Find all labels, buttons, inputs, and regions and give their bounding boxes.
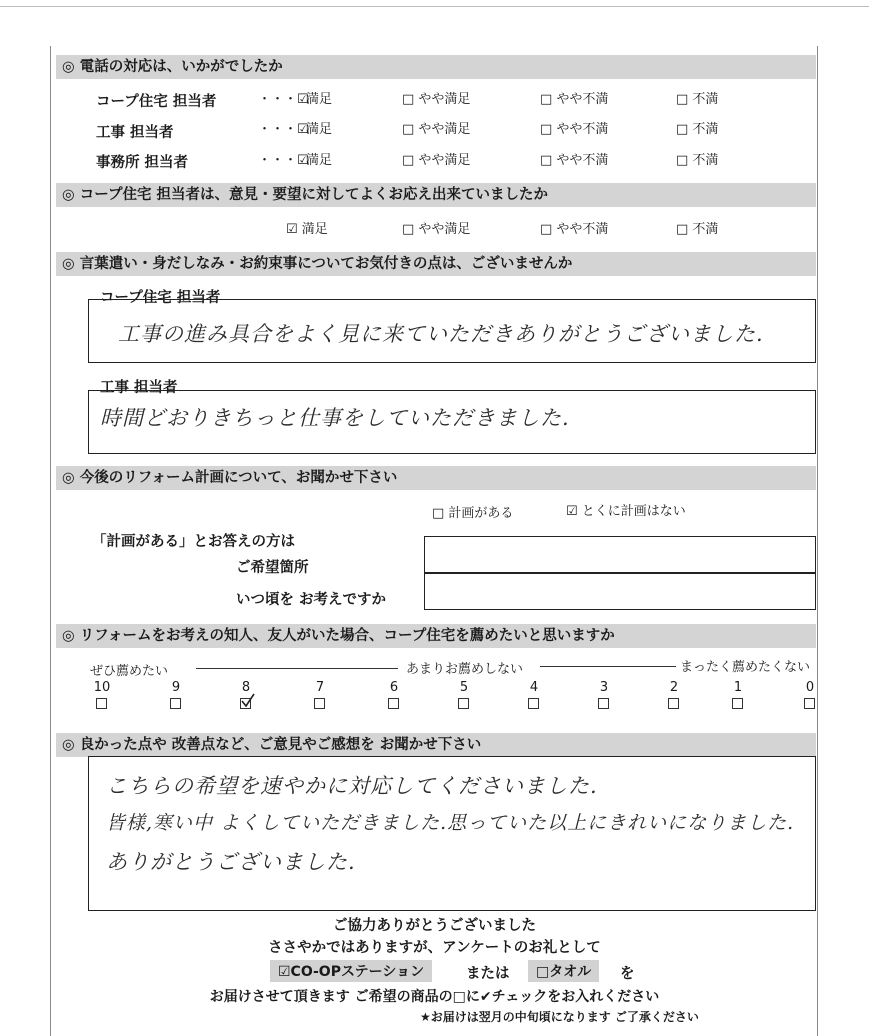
scale-left-label: ぜひ薦めたい: [90, 664, 169, 679]
scale-number: 1: [733, 680, 743, 695]
scale-number: 2: [669, 680, 679, 695]
feedback-line-3: ありがとうございました.: [106, 850, 356, 874]
section-response-header: ◎ コープ住宅 担当者は、意見・要望に対してよくお応え出来ていましたか: [56, 183, 816, 207]
phone-option-dissatisfied[interactable]: □ 不満: [676, 92, 719, 107]
gift-option-towel[interactable]: □タオル: [528, 960, 599, 982]
scale-line-right: [540, 666, 676, 667]
scale-number: 10: [93, 680, 111, 695]
phone-option-somewhat-satisfied[interactable]: □ やや満足: [402, 122, 471, 137]
phone-row-label: 工事 担当者: [96, 125, 174, 141]
phone-option-dissatisfied[interactable]: □ 不満: [676, 153, 719, 168]
plan-when-label: いつ頃を お考えですか: [236, 592, 387, 608]
scale-checkbox[interactable]: [240, 698, 251, 709]
phone-option-somewhat-dissatisfied[interactable]: □ やや不満: [540, 122, 609, 137]
scale-number: 6: [389, 680, 399, 695]
phone-row-check[interactable]: ・・・☑: [258, 153, 309, 168]
footer-instruction: お届けさせて頂きます ご希望の商品の□に✔チェックをお入れください: [209, 989, 660, 1005]
scale-checkbox[interactable]: [458, 698, 469, 709]
response-option-somewhat-satisfied[interactable]: □ やや満足: [402, 222, 471, 237]
phone-option-somewhat-dissatisfied[interactable]: □ やや不満: [540, 92, 609, 107]
plan-place-input[interactable]: [424, 536, 816, 574]
scale-checkbox[interactable]: [96, 698, 107, 709]
scale-line-left: [196, 668, 398, 669]
plan-prompt: 「計画がある」とお答えの方は: [92, 534, 295, 550]
scale-number: 0: [805, 680, 815, 695]
plan-when-input[interactable]: [424, 572, 816, 610]
scale-number: 5: [459, 680, 469, 695]
scale-number: 7: [315, 680, 325, 695]
scale-middle-label: あまりお薦めしない: [406, 662, 524, 677]
footer-wo: を: [620, 966, 635, 982]
phone-option-satisfied: 満足: [306, 122, 333, 137]
coop-staff-comment: 工事の進み具合をよく見に来ていただきありがとうございました.: [118, 322, 764, 346]
phone-row-check[interactable]: ・・・☑: [258, 92, 309, 107]
plan-option-no[interactable]: ☑ とくに計画はない: [566, 504, 686, 519]
scale-checkbox[interactable]: [668, 698, 679, 709]
footer-gift-intro: ささやかではありますが、アンケートのお礼として: [268, 940, 601, 956]
scale-checkbox[interactable]: [804, 698, 815, 709]
gift-option-coop-station[interactable]: ☑CO-OPステーション: [270, 960, 432, 982]
response-option-satisfied[interactable]: ☑ 満足: [286, 222, 328, 237]
feedback-line-1: こちらの希望を速やかに対応してくださいました.: [106, 774, 598, 798]
coop-staff-label: コープ住宅 担当者: [100, 290, 221, 306]
footer-note: ★お届けは翌月の中旬頃になります ご了承ください: [420, 1010, 699, 1024]
phone-row-label: 事務所 担当者: [96, 155, 189, 171]
scale-checkbox[interactable]: [528, 698, 539, 709]
plan-place-label: ご希望箇所: [236, 560, 309, 576]
scale-checkbox[interactable]: [598, 698, 609, 709]
plan-option-yes[interactable]: □ 計画がある: [432, 506, 514, 521]
work-staff-comment: 時間どおりきちっと仕事をしていただきました.: [100, 406, 570, 430]
scale-number: 3: [599, 680, 609, 695]
phone-row-check[interactable]: ・・・☑: [258, 122, 309, 137]
phone-option-somewhat-dissatisfied[interactable]: □ やや不満: [540, 153, 609, 168]
top-border: [0, 6, 869, 7]
scale-checkbox[interactable]: [732, 698, 743, 709]
phone-option-satisfied: 満足: [306, 153, 333, 168]
phone-option-satisfied: 満足: [306, 92, 333, 107]
scale-number: 8: [241, 680, 251, 695]
scale-right-label: まったく薦めたくない: [680, 660, 811, 675]
phone-option-dissatisfied[interactable]: □ 不満: [676, 122, 719, 137]
scale-number: 9: [171, 680, 181, 695]
footer-thanks: ご協力ありがとうございました: [333, 918, 536, 934]
section-manners-header: ◎ 言葉遣い・身だしなみ・お約束事についてお気付きの点は、ございませんか: [56, 252, 816, 276]
feedback-line-2: 皆様,寒い中 よくしていただきました.思っていた以上にきれいになりました.: [106, 812, 795, 834]
scale-checkbox[interactable]: [388, 698, 399, 709]
scale-number: 4: [529, 680, 539, 695]
work-staff-label: 工事 担当者: [100, 380, 178, 396]
response-option-dissatisfied[interactable]: □ 不満: [676, 222, 719, 237]
section-plan-header: ◎ 今後のリフォーム計画について、お聞かせ下さい: [56, 466, 816, 490]
phone-option-somewhat-satisfied[interactable]: □ やや満足: [402, 153, 471, 168]
scale-checkbox[interactable]: [170, 698, 181, 709]
section-phone-header: ◎ 電話の対応は、いかがでしたか: [56, 55, 816, 79]
scale-checkbox[interactable]: [314, 698, 325, 709]
footer-or: または: [466, 966, 510, 982]
phone-option-somewhat-satisfied[interactable]: □ やや満足: [402, 92, 471, 107]
section-feedback-header: ◎ 良かった点や 改善点など、ご意見やご感想を お聞かせ下さい: [56, 733, 816, 757]
response-option-somewhat-dissatisfied[interactable]: □ やや不満: [540, 222, 609, 237]
section-recommend-header: ◎ リフォームをお考えの知人、友人がいた場合、コープ住宅を薦めたいと思いますか: [56, 624, 816, 648]
phone-row-label: コープ住宅 担当者: [96, 94, 217, 110]
